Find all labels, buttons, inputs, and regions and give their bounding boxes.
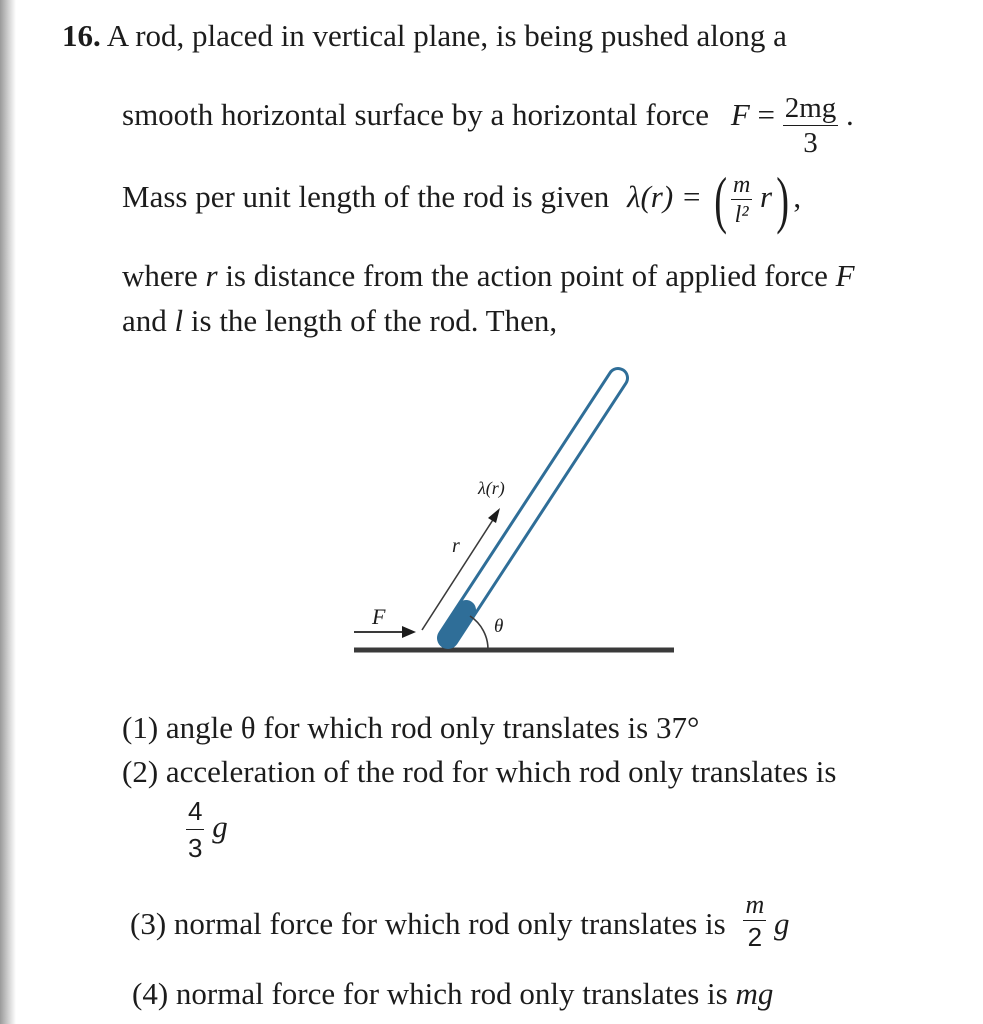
question-line-4	[122, 260, 855, 291]
force-symbol: F	[730, 97, 750, 133]
force-numerator: 2mg	[784, 92, 837, 124]
lambda-denominator: l²	[734, 202, 749, 228]
lambda-fraction	[731, 173, 752, 227]
line-2-text: smooth horizontal surface by a horizontal force	[122, 97, 710, 133]
force-arrowhead	[402, 626, 416, 638]
question-line-5	[122, 305, 557, 336]
option-3-text: (3) normal force for which rod only translates is	[130, 906, 726, 942]
lambda-expression: λ(r) =	[627, 179, 702, 215]
comma: ,	[793, 179, 802, 215]
r-arrowhead	[488, 508, 500, 523]
option-3-fraction	[743, 892, 766, 950]
equals-sign: =	[757, 97, 775, 133]
lambda-r: r	[760, 179, 773, 215]
option-2-numerator: 4	[186, 796, 204, 830]
r-label: r	[452, 535, 460, 557]
option-3-denominator: 2	[747, 922, 763, 952]
force-denominator: 3	[803, 127, 818, 159]
option-3	[130, 890, 790, 956]
period: .	[846, 97, 854, 133]
question-line-2	[122, 86, 854, 159]
line-3-text: Mass per unit length of the rod is given	[122, 179, 610, 215]
line-5-post: is the length of the rod. Then,	[190, 303, 558, 338]
option-4-mg: mg	[735, 976, 774, 1011]
rod-diagram	[340, 360, 700, 670]
option-1	[122, 712, 699, 743]
option-4	[132, 978, 773, 1009]
left-paren: (	[713, 164, 727, 235]
option-1-text: (1) angle θ for which rod only translates is 37°	[122, 710, 700, 745]
theta-label: θ	[494, 616, 504, 637]
line-5-pre: and	[122, 303, 167, 338]
option-2	[122, 756, 836, 787]
option-3-numerator: m	[745, 890, 765, 919]
question-line-1	[62, 20, 962, 51]
option-2-text: (2) acceleration of the rod for which rod only translates is	[122, 754, 837, 789]
theta-arc	[470, 616, 488, 650]
rod-inner	[448, 378, 618, 638]
lambda-label: λ(r)	[478, 478, 505, 498]
question-line-1-text: A rod, placed in vertical plane, is being pushed along a	[106, 18, 787, 53]
option-2-g: g	[212, 809, 228, 845]
option-2-fraction	[186, 796, 204, 864]
option-3-g: g	[774, 906, 790, 942]
option-2-value	[186, 796, 228, 864]
line-4-pre: where	[122, 258, 198, 293]
option-4-text: (4) normal force for which rod only translates is	[132, 976, 728, 1011]
line-4-r: r	[205, 258, 218, 293]
question-number: 16.	[62, 18, 101, 53]
right-paren: )	[776, 164, 790, 235]
line-4-f: F	[835, 258, 855, 293]
line-4-post: is distance from the action point of applied force	[225, 258, 828, 293]
option-2-denominator: 3	[188, 833, 203, 863]
force-label: F	[372, 604, 386, 629]
force-fraction	[783, 94, 839, 158]
lambda-numerator: m	[732, 172, 751, 198]
question-line-3	[122, 164, 802, 235]
line-5-l: l	[174, 303, 184, 338]
